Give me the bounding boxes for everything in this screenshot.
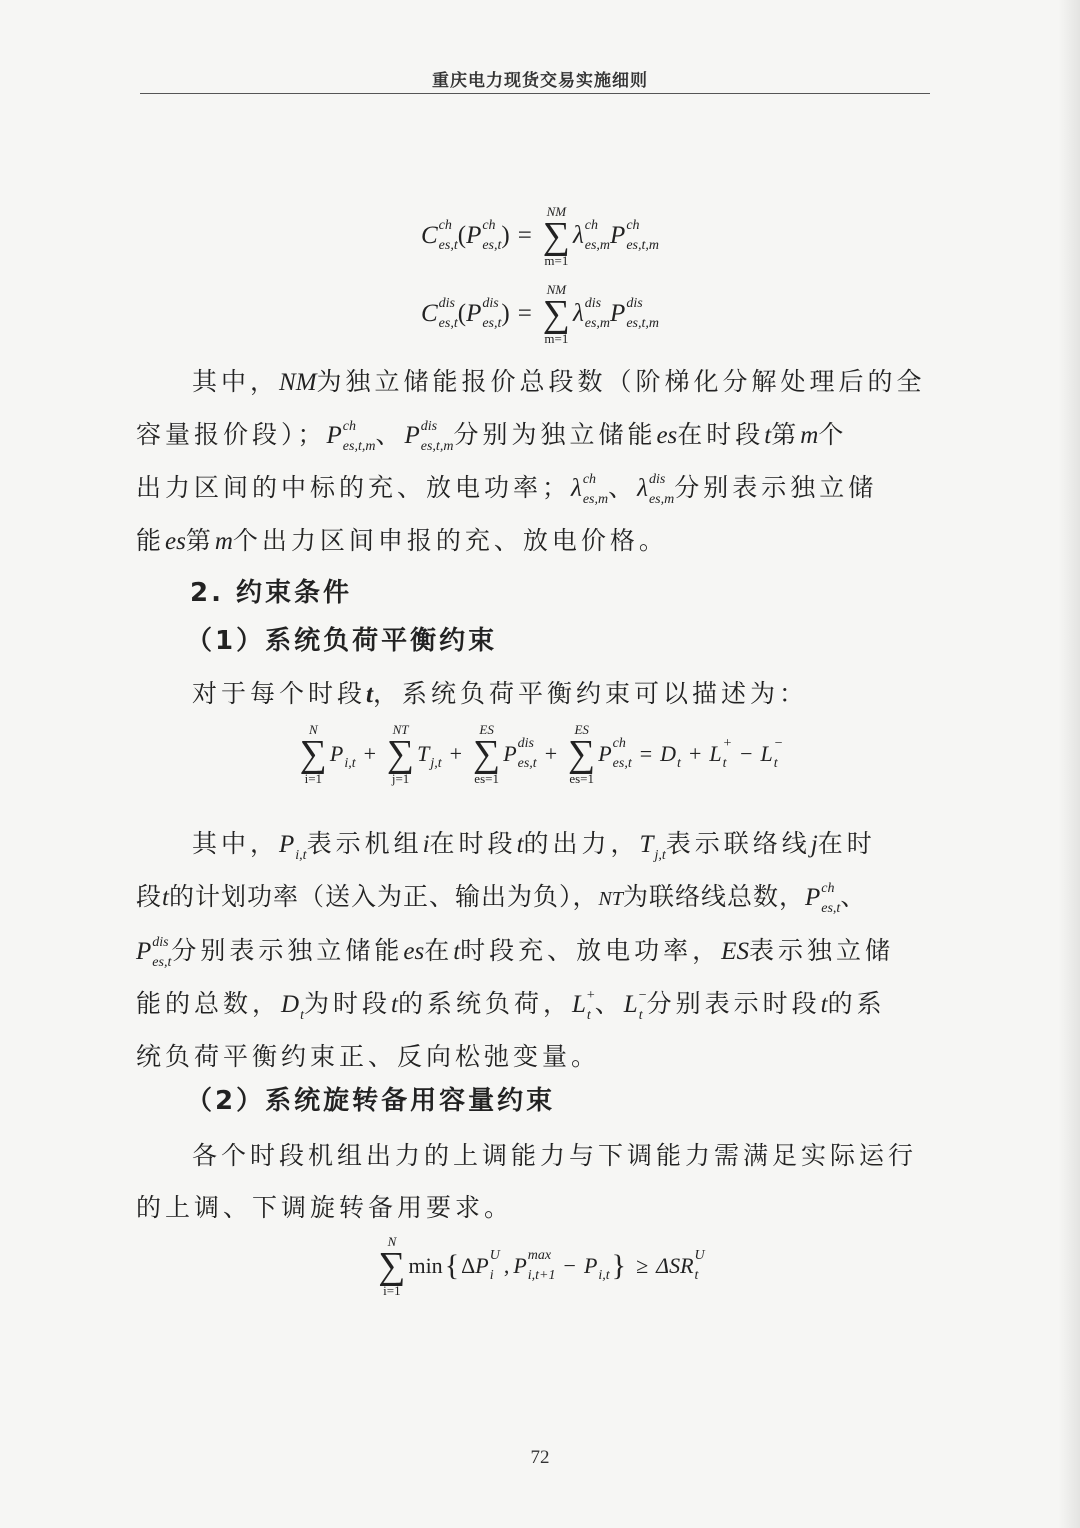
paragraph-storage-bid: 其中，NM为独立储能报价总段数（阶梯化分解处理后的全 容量报价段）；P ch es,t,m 、P dis es,t,m 分别为独立储能es在时段t第m个 出力区间的中标的充、放电功率；λ ch es,m 、λ dis es,m 分别表示独立储 能es第m个出力区间申报的充、放电价格。 [136, 367, 926, 555]
header-rule [140, 93, 930, 94]
equation-charge-cost: C ch es,t ( P ch es,t ) = NM ∑ m=1 λ ch es,m P ch es,t,m [420, 204, 659, 268]
paragraph-load-balance-intro: 对于每个时段t，系统负荷平衡约束可以描述为： [192, 679, 808, 708]
paragraph-spinning-reserve: 各个时段机组出力的上调能力与下调能力需满足实际运行 的上调、下调旋转备用要求。 [136, 1141, 918, 1222]
page-edge-shadow [1058, 0, 1080, 1528]
equation-discharge-cost: C dis es,t ( P dis es,t ) = NM ∑ m=1 λ dis es,m P dis es,t,m [420, 282, 659, 346]
section-heading-constraints: 2. 约束条件 [190, 578, 353, 608]
equation-load-balance: N ∑ i=1 P i,t + NT ∑ j=1 T j,t + ES ∑ es=1 P dis es,t + ES ∑ es=1 P ch es,t = D t + L + t − L − t [299, 722, 784, 786]
paragraph-load-balance-vars: 其中，P i,t 表示机组i在时段t的出力，T j,t 表示联络线j在时 段t的计划功率（送入为正、输出为负），NT为联络线总数，P ch es,t 、 P dis es,t 分别表示独立储能es在t时段充、放电功率，ES表示独立储 能的总数，D t 为时段t的系统负荷，L + t 、L − t 分别表示时段t的系 统负荷平衡约束正、反向松弛变量。 [136, 829, 894, 1071]
page-number: 72 [530, 1447, 550, 1468]
equation-spinning-reserve: N ∑ i=1 min { Δ P U i , P max i,t+1 − P i,t } ≥ ΔSR U t [378, 1234, 705, 1298]
subsection-heading-spinning-reserve: （2）系统旋转备用容量约束 [186, 1086, 556, 1116]
running-header: 重庆电力现货交易实施细则 [432, 71, 648, 91]
subsection-heading-load-balance: （1）系统负荷平衡约束 [186, 626, 498, 656]
